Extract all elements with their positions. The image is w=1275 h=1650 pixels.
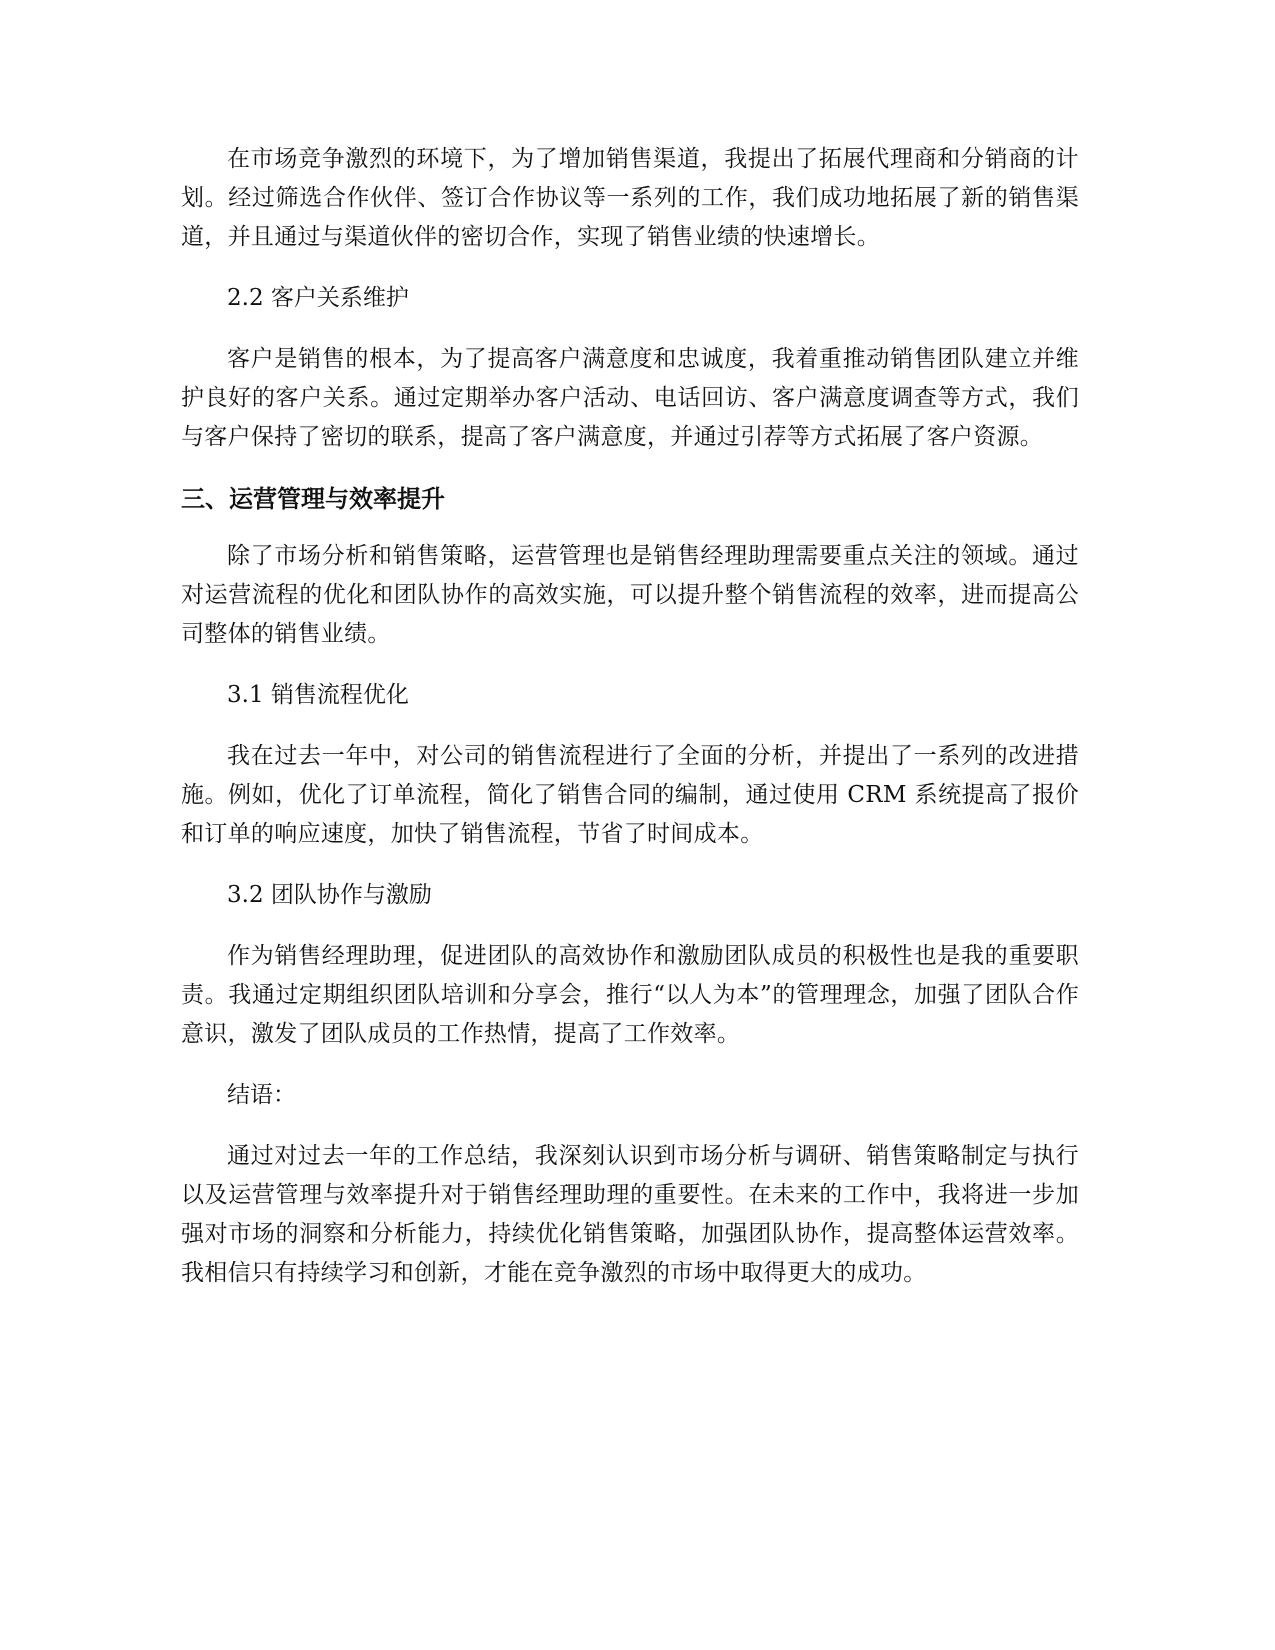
subheading-customer-relations: 2.2 客户关系维护 — [227, 285, 409, 311]
paragraph-sales-process: 我在过去一年中，对公司的销售流程进行了全面的分析，并提出了一系列的改进措施。例如，优化了订单流程，简化了销售合同的编制，通过使用 CRM 系统提高了报价和订单的响应速度，加快了销售流程，节省了时间成本。 — [181, 743, 1079, 847]
paragraph-conclusion: 通过对过去一年的工作总结，我深刻认识到市场分析与调研、销售策略制定与执行以及运营管理与效率提升对于销售经理助理的重要性。在未来的工作中，我将进一步加强对市场的洞察和分析能力，持续优化销售策略，加强团队协作，提高整体运营效率。我相信只有持续学习和创新，才能在竞争激烈的市场中取得更大的成功。 — [181, 1143, 1079, 1286]
conclusion-label: 结语： — [227, 1082, 296, 1108]
section-title-operations: 三、运营管理与效率提升 — [181, 485, 445, 513]
document-page — [181, 140, 1079, 1315]
paragraph-operations-intro: 除了市场分析和销售策略，运营管理也是销售经理助理需要重点关注的领域。通过对运营流程的优化和团队协作的高效实施，可以提升整个销售流程的效率，进而提高公司整体的销售业绩。 — [181, 543, 1079, 647]
subheading-team-collaboration: 3.2 团队协作与激励 — [227, 882, 432, 908]
paragraph-customer-relations: 客户是销售的根本，为了提高客户满意度和忠诚度，我着重推动销售团队建立并维护良好的客户关系。通过定期举办客户活动、电话回访、客户满意度调查等方式，我们与客户保持了密切的联系，提高了客户满意度，并通过引荐等方式拓展了客户资源。 — [181, 346, 1079, 450]
paragraph-team-collaboration: 作为销售经理助理，促进团队的高效协作和激励团队成员的积极性也是我的重要职责。我通过定期组织团队培训和分享会，推行“以人为本”的管理理念，加强了团队合作意识，激发了团队成员的工作热情，提高了工作效率。 — [181, 943, 1079, 1047]
subheading-sales-process: 3.1 销售流程优化 — [227, 682, 409, 708]
paragraph-channel-expansion: 在市场竞争激烈的环境下，为了增加销售渠道，我提出了拓展代理商和分销商的计划。经过筛选合作伙伴、签订合作协议等一系列的工作，我们成功地拓展了新的销售渠道，并且通过与渠道伙伴的密切合作，实现了销售业绩的快速增长。 — [181, 146, 1079, 250]
